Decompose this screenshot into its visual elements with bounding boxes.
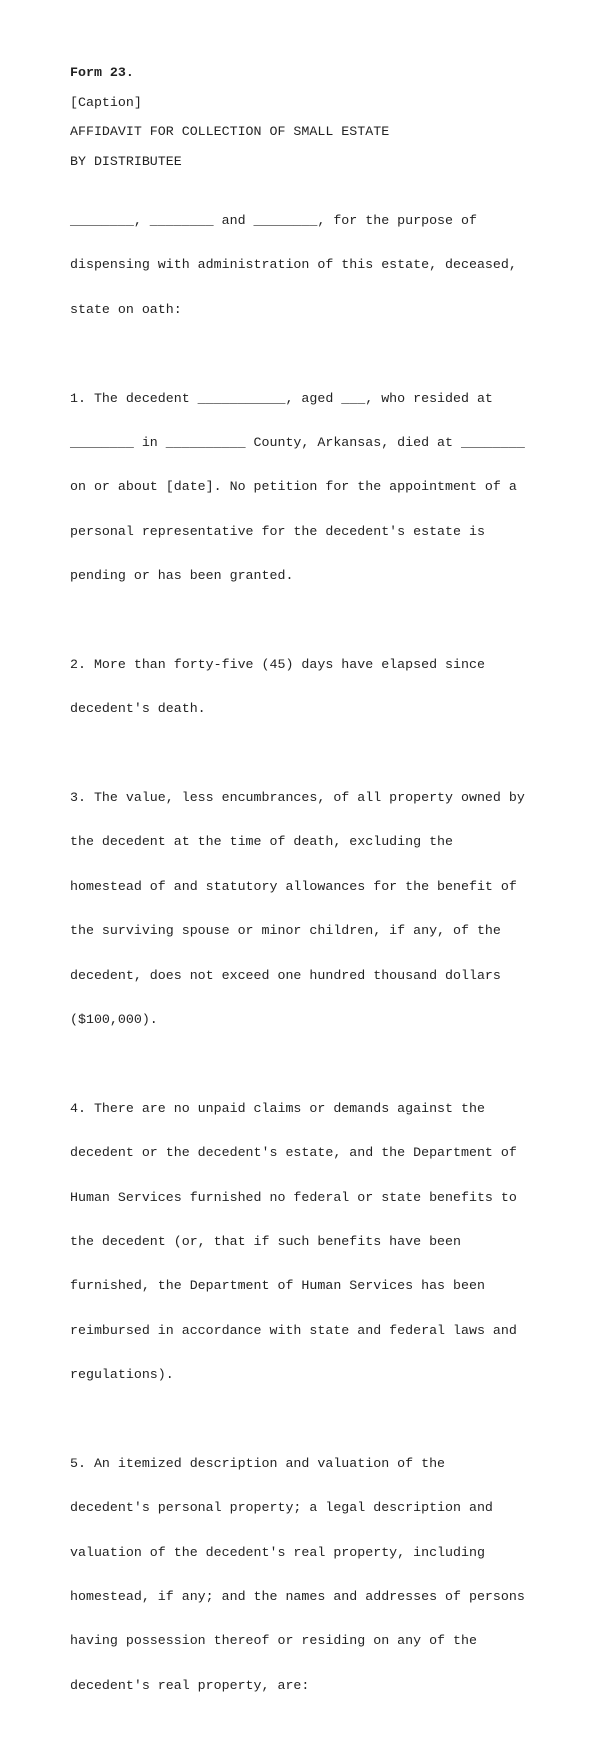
text-line: state on oath: bbox=[70, 301, 182, 317]
text-line: ________ in __________ County, Arkansas, died at ________ bbox=[70, 434, 525, 450]
form-title: Form 23. bbox=[70, 65, 134, 80]
text-line: decedent or the decedent's estate, and the Department of bbox=[70, 1145, 517, 1161]
text-line: the decedent at the time of death, excluding the bbox=[70, 834, 454, 850]
text-line: decedent's real property, are: bbox=[70, 1677, 310, 1693]
paragraph-3 bbox=[70, 761, 580, 1057]
intro-paragraph bbox=[70, 184, 580, 347]
text-line: ________, ________ and ________, for the purpose of bbox=[70, 212, 477, 228]
paragraph-1 bbox=[70, 362, 580, 614]
text-line: pending or has been granted. bbox=[70, 568, 294, 584]
text-line: on or about [date]. No petition for the appointment of a bbox=[70, 479, 517, 495]
document-page bbox=[70, 66, 580, 1738]
text-line: personal representative for the decedent's estate is bbox=[70, 523, 485, 539]
paragraph-2 bbox=[70, 628, 580, 746]
text-line: decedent's death. bbox=[70, 701, 206, 717]
caption: [Caption] bbox=[70, 94, 142, 110]
text-line: furnished, the Department of Human Services has been bbox=[70, 1278, 485, 1294]
text-line: valuation of the decedent's real property, including bbox=[70, 1544, 485, 1560]
text-line: the decedent (or, that if such benefits have been bbox=[70, 1233, 461, 1249]
text-line: ($100,000). bbox=[70, 1012, 158, 1027]
text-line: 1. The decedent ___________, aged ___, who resided at bbox=[70, 390, 493, 406]
text-line: 2. More than forty-five (45) days have elapsed since bbox=[70, 656, 485, 672]
text-line: Human Services furnished no federal or state benefits to bbox=[70, 1189, 517, 1205]
heading-subtitle: BY DISTRIBUTEE bbox=[70, 153, 182, 169]
text-line: reimbursed in accordance with state and federal laws and bbox=[70, 1322, 517, 1338]
text-line: having possession thereof or residing on any of the bbox=[70, 1633, 477, 1649]
text-line: homestead, if any; and the names and addresses of persons bbox=[70, 1589, 525, 1605]
text-line: 4. There are no unpaid claims or demands against the bbox=[70, 1100, 485, 1116]
text-line: 5. An itemized description and valuation of the bbox=[70, 1455, 446, 1471]
heading-title: AFFIDAVIT FOR COLLECTION OF SMALL ESTATE bbox=[70, 124, 390, 140]
text-line: regulations). bbox=[70, 1367, 174, 1383]
text-line: 3. The value, less encumbrances, of all property owned by bbox=[70, 790, 525, 806]
text-line: the surviving spouse or minor children, if any, of the bbox=[70, 923, 501, 939]
paragraph-5 bbox=[70, 1427, 580, 1723]
text-line: dispensing with administration of this estate, deceased, bbox=[70, 257, 517, 273]
paragraph-4 bbox=[70, 1072, 580, 1412]
text-line: decedent, does not exceed one hundred thousand dollars bbox=[70, 967, 501, 983]
text-line: decedent's personal property; a legal description and bbox=[70, 1500, 493, 1516]
text-line: homestead of and statutory allowances for the benefit of bbox=[70, 878, 517, 894]
